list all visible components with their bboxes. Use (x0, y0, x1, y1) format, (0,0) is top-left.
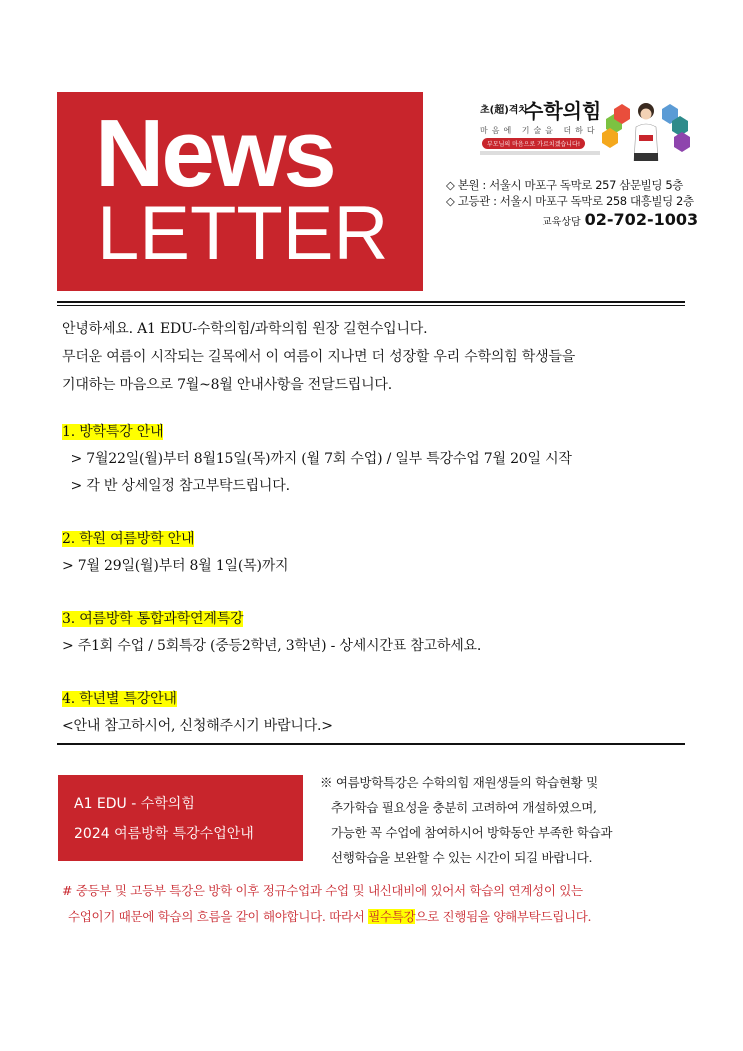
phone-number: 02-702-1003 (584, 210, 699, 229)
section-3-title (62, 608, 243, 628)
promo-box-line-1: A1 EDU - 수학의힘 (74, 796, 195, 812)
intro-line-1: 안녕하세요. A1 EDU-수학의힘/과학의힘 원장 길현수입니다. (62, 321, 428, 337)
section-title-highlight: 3. 여름방학 통합과학연계특강 (62, 611, 244, 627)
logo-prefix: 초(超)격차 (480, 105, 529, 116)
promo-box (58, 775, 303, 861)
teacher-illustration (600, 99, 692, 161)
address-main-campus: ◇ 본원 : 서울시 마포구 독막로 257 삼문빌딩 5층 (446, 178, 683, 192)
note-line-3: 가능한 꼭 수업에 참여하시어 방학동안 부족한 학습과 (320, 825, 613, 840)
phone-contact (542, 210, 698, 229)
warning-line-2-start: 수업이기 때문에 학습의 흐름을 같이 해야합니다. 따라서 (68, 909, 369, 924)
section-title-highlight: 2. 학원 여름방학 안내 (62, 531, 195, 547)
section-2-title (62, 528, 194, 548)
logo-slogan-pill: 부모님의 마음으로 가르치겠습니다! (482, 138, 585, 149)
section-1-line-2: > 각 반 상세일정 참고부탁드립니다. (62, 478, 290, 494)
section-title-highlight: 1. 방학특강 안내 (62, 424, 164, 440)
banner-news-text: News (95, 100, 334, 207)
warning-required-highlight: 필수특강 (368, 909, 416, 924)
warning-line-2 (68, 907, 591, 925)
banner-letter-text: LETTER (97, 191, 389, 276)
divider-top-thin (57, 305, 685, 306)
note-line-4: 선행학습을 보완할 수 있는 시간이 되길 바랍니다. (320, 850, 593, 865)
divider-top (57, 301, 685, 303)
phone-label: 교육상담 (542, 217, 581, 228)
section-2-line-1: > 7월 29일(월)부터 8월 1일(목)까지 (62, 558, 289, 574)
warning-line-2-end: 으로 진행됨을 양해부탁드립니다. (415, 909, 592, 924)
note-line-1: ※ 여름방학특강은 수학의힘 재원생들의 학습현황 및 (320, 775, 598, 790)
section-1-title (62, 421, 163, 441)
promo-box-line-2: 2024 여름방학 특강수업안내 (74, 826, 254, 842)
section-1-line-1: > 7월22일(월)부터 8월15일(목)까지 (월 7회 수업) / 일부 특강수업 7월 20일 시작 (62, 451, 572, 467)
section-4-title (62, 688, 177, 708)
section-title-highlight: 4. 학년별 특강안내 (62, 691, 177, 707)
intro-line-2: 무더운 여름이 시작되는 길목에서 이 여름이 지나면 더 성장할 우리 수학의힘 학생들을 (62, 349, 576, 365)
logo-tagline: 마음에 기술을 더하다 (480, 126, 599, 135)
logo-fine-print-bar (480, 151, 600, 155)
section-4-line-1: <안내 참고하시어, 신청해주시기 바랍니다.> (62, 718, 333, 734)
section-3-line-1: > 주1회 수업 / 5회특강 (중등2학년, 3학년) - 상세시간표 참고하세요. (62, 638, 482, 654)
newsletter-banner (57, 92, 423, 291)
intro-line-3: 기대하는 마음으로 7월~8월 안내사항을 전달드립니다. (62, 377, 392, 393)
note-line-2: 추가학습 필요성을 충분히 고려하여 개설하였으며, (320, 800, 597, 815)
warning-line-1: # 중등부 및 고등부 특강은 방학 이후 정규수업과 수업 및 내신대비에 있어서 학습의 연계성이 있는 (62, 883, 583, 898)
address-high-school-campus: ◇ 고등관 : 서울시 마포구 독막로 258 대흥빌딩 2층 (446, 194, 694, 208)
logo-brand: 수학의힘 (524, 99, 602, 123)
divider-middle (57, 743, 685, 745)
